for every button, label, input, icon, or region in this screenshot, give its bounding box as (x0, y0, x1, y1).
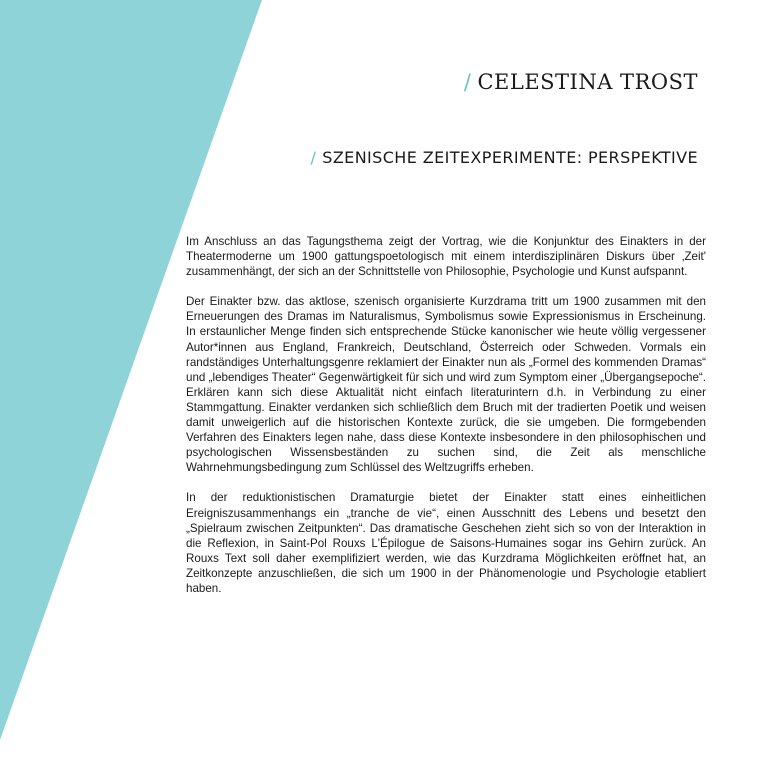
author-heading (464, 70, 698, 94)
paragraph-1: Im Anschluss an das Tagungsthema zeigt der Vortrag, wie die Konjunktur des Einakters in der Theatermoderne um 1900 gattungspoetologisch mit einem interdisziplinären Diskurs über ‚Zeit' zusammenhängt, der sich an der Schnittstelle von Philosophie, Psychologie und Kunst aufspannt. (186, 235, 706, 279)
abstract-body (186, 234, 706, 611)
paragraph-2: Der Einakter bzw. das aktlose, szenisch organisierte Kurzdrama tritt um 1900 zusammen mit den Erneuerungen des Dramas im Naturalismus, Symbolismus sowie Expressionismus in Erscheinung. In erstaunlicher Menge finden sich entsprechende Stücke kanonischer wie heute völlig vergessener Autor*innen aus England, Frankreich, Deutschland, Österreich oder Schweden. Vormals ein randständiges Unterhaltungsgenre reklamiert der Einakter nun als „Formel des kommenden Dramas“ und „lebendiges Theater“ Gegenwärtigkeit für sich und wird zum Symptom einer „Übergangsepoche“. Erklären kann sich diese Aktualität nicht einfach literaturintern d.h. in Verbindung zu einer Stammgattung. Einakter verdanken sich schließlich dem Bruch mit der tradierten Poetik und weisen damit unweigerlich auf die historischen Kontexte zurück, die sie umgeben. Die formgebenden Verfahren des Einakters legen nahe, dass diese Kontexte insbesondere in den philosophischen und psychologischen Wissensbeständen zu suchen sind, die Zeit als menschliche Wahrnehmungsbedingung zum Schlüssel des Weltzugriffs erheben. (186, 295, 706, 475)
talk-title: SZENISCHE ZEITEXPERIMENTE: PERSPEKTIVE (322, 148, 698, 167)
paragraph-3: In der reduktionistischen Dramaturgie bietet der Einakter statt eines einheitlichen Ereigniszusammenhangs ein „tranche de vie“, einen Ausschnitt des Lebens und besetzt den „Spielraum zwischen Zeitpunkten“. Das dramatische Geschehen zieht sich so von der Interaktion in die Reflexion, in Saint-Pol Rouxs L'Épilogue de Saisons-Humaines sogar ins Gehirn zurück. An Rouxs Text soll daher exemplifiziert werden, wie das Kurzdrama Möglichkeiten eröffnet hat, an Zeitkonzepte anzuschließen, die sich um 1900 in der Phänomenologie und Psychologie etabliert haben. (186, 491, 706, 595)
title-slash: / (310, 148, 317, 167)
author-slash: / (463, 70, 472, 94)
author-name: CELESTINA TROST (477, 70, 698, 94)
title-heading (310, 148, 698, 167)
